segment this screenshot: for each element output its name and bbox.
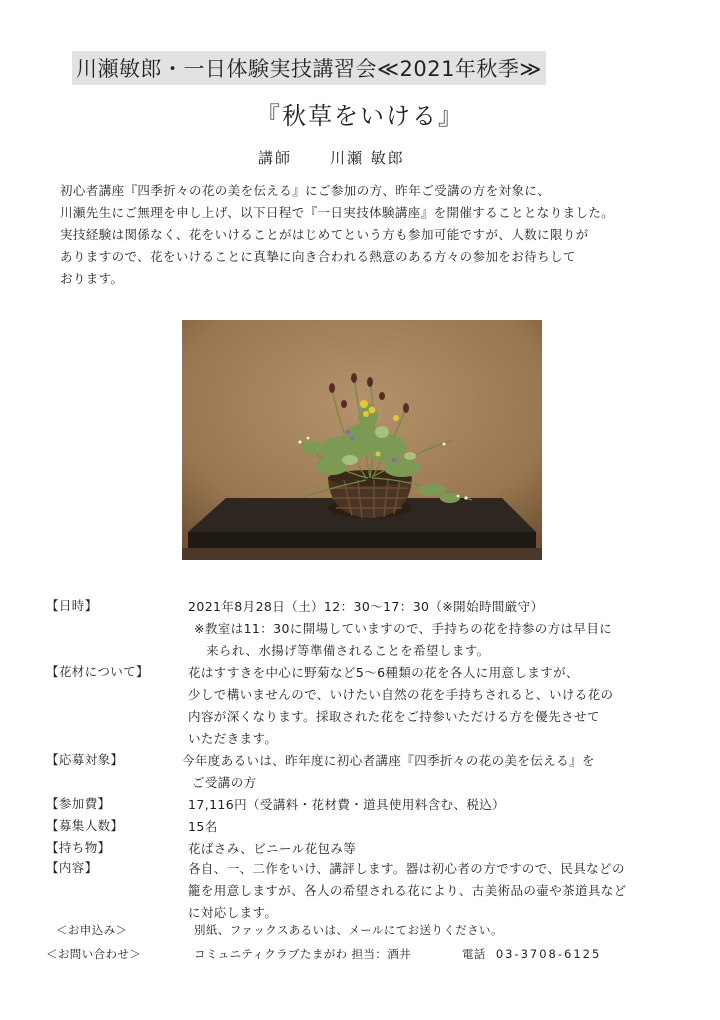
eligibility-line: ご受講の方 [192,775,257,790]
materials-body [188,662,696,750]
application-text: 別紙、ファックスあるいは、メールにてお送りください。 [194,923,503,937]
belongings-label: 【持ち物】 [46,840,111,855]
intro-line: 川瀬先生にご無理を申し上げ、以下日程で『一日実技体験講座』を開催することとなりました。 [60,205,615,220]
intro-line: ありますので、花をいけることに真摯に向き合われる熱意のある方々の参加をお待ちして [60,249,576,264]
ikebana-arrangement-image [182,320,542,560]
content-line: に対応します。 [188,905,278,920]
capacity-label: 【募集人数】 [46,818,124,833]
inquiry-text: コミュニティクラブたまがわ 担当：酒井 [194,947,412,961]
belongings-body [188,838,696,860]
content-body [188,858,696,924]
eligibility-body [182,750,690,794]
fee-line: 17,116円（受講料・花材費・道具使用料含む、税込） [188,797,506,812]
fee-label: 【参加費】 [46,796,111,811]
eligibility-line: 今年度あるいは、昨年度に初心者講座『四季折々の花の美を伝える』を [182,753,595,768]
lecturer-label: 講師 [258,149,293,167]
datetime-label: 【日時】 [46,598,98,613]
content-line: 各自、一、二作をいけ、講評します。器は初心者の方ですので、民具などの [188,861,625,876]
materials-line: 花はすすきを中心に野菊など5〜6種類の花を各人に用意しますが、 [188,665,579,680]
eligibility-label: 【応募対象】 [46,752,124,767]
tel-line [462,946,601,962]
intro-line: おります。 [60,271,124,286]
content-line: 籠を用意しますが、各人の希望される花により、古美術品の壷や茶道具など [188,883,627,898]
flyer-subtitle: 『秋草をいける』 [256,102,464,130]
tel-number: 03-3708-6125 [495,947,602,961]
datetime-line: 来られ、水揚げ等準備されることを希望します。 [206,643,490,658]
materials-label: 【花材について】 [46,664,149,679]
lecturer-name: 川瀬 敏郎 [330,149,405,167]
materials-line: 内容が深くなります。採取された花をご持参いただける方を優先させて [188,709,600,724]
materials-line: いただきます。 [188,731,278,746]
fee-body [188,794,696,816]
flyer-title-text: 川瀬敏郎・一日体験実技講習会≪2021年秋季≫ [72,51,546,85]
datetime-line: 2021年8月28日（土）12：30〜17：30（※開始時間厳守） [188,599,544,614]
content-label: 【内容】 [46,860,98,875]
inquiry-label: ＜お問い合わせ＞ [46,947,142,961]
ikebana-photo [182,320,542,560]
tel-label: 電話 [462,947,486,961]
datetime-line: ※教室は11：30に開場していますので、手持ちの花を持参の方は早目に [194,621,613,636]
datetime-body [188,596,696,662]
intro-line: 実技経験は関係なく、花をいけることがはじめてという方も参加可能ですが、人数に限りが [60,227,589,242]
intro-line: 初心者講座『四季折々の花の美を伝える』にご参加の方、昨年ご受講の方を対象に、 [60,183,551,198]
intro-paragraph [60,180,690,290]
materials-line: 少しで構いませんので、いけたい自然の花を手持ちされると、いける花の [188,687,614,702]
belongings-line: 花ばさみ、ビニール花包み等 [188,841,357,856]
lecturer-line [258,147,405,168]
flyer-title [64,52,554,84]
capacity-line: 15名 [188,819,218,834]
capacity-body [188,816,696,838]
application-label: ＜お申込み＞ [56,923,128,937]
